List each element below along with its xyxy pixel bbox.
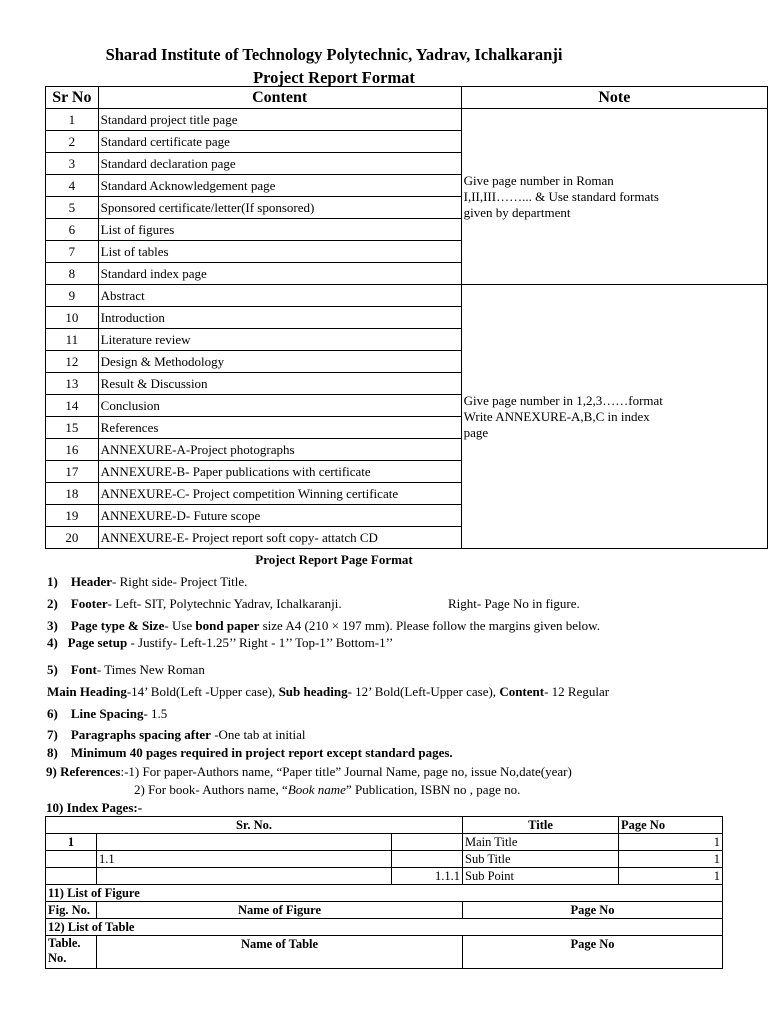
footer-right-text: Right- Page No in figure. — [448, 596, 580, 611]
sr-cell: 2 — [46, 131, 99, 153]
item-number: 4) — [47, 635, 58, 650]
content-cell: Conclusion — [98, 395, 461, 417]
sr-cell: 14 — [46, 395, 99, 417]
page-format-heading: Project Report Page Format — [255, 552, 413, 567]
institute-heading: Sharad Institute of Technology Polytechnic, Yadrav, Ichalkaranji — [105, 45, 563, 64]
item-label: Footer — [70, 596, 108, 611]
content-cell: Literature review — [98, 329, 461, 351]
sr-cell: 4 — [46, 175, 99, 197]
item-number: 7) — [47, 727, 58, 742]
sr-cell: 20 — [46, 527, 99, 549]
format-line-footer — [47, 596, 342, 612]
fig-name-header: Name of Figure — [97, 902, 463, 919]
item-number: 6) — [47, 706, 58, 721]
item-text: 2) For book- Authors name, “ — [134, 782, 288, 797]
contents-table — [45, 86, 768, 549]
content-cell: Standard project title page — [98, 109, 461, 131]
col-header-note: Note — [461, 87, 767, 109]
item-text: - 12 Regular — [544, 684, 610, 699]
item-label: 9) References — [46, 764, 121, 779]
item-text: - Right side- Project Title. — [112, 574, 248, 589]
item-italic-text: Book name — [287, 782, 346, 797]
item-text: size A4 (210 × 197 mm). Please follow the margins given below. — [259, 618, 600, 633]
list-of-table-heading: 12) List of Table — [46, 919, 723, 936]
content-cell: List of figures — [98, 219, 461, 241]
index-table — [45, 816, 723, 969]
content-cell: ANNEXURE-A-Project photographs — [98, 439, 461, 461]
format-line-font — [47, 662, 205, 678]
table-page-header: Page No — [463, 936, 723, 969]
format-line-page-type — [47, 618, 600, 634]
item-label: Sub heading — [278, 684, 348, 699]
format-line-paragraph — [47, 727, 306, 743]
item-number: 1) — [47, 574, 58, 589]
index-empty-cell — [392, 834, 463, 851]
index-col-sr: Sr. No. — [46, 817, 463, 834]
sr-cell: 19 — [46, 505, 99, 527]
item-text: - Times New Roman — [96, 662, 205, 677]
note-line: Give page number in Roman — [463, 172, 614, 188]
table-row — [46, 868, 723, 885]
index-empty-cell — [392, 851, 463, 868]
item-label: Main Heading — [47, 684, 127, 699]
table-row — [46, 851, 723, 868]
contents-header-row — [46, 87, 768, 109]
item-label: Paragraphs spacing after — [70, 727, 211, 742]
content-cell: ANNEXURE-B- Paper publications with certificate — [98, 461, 461, 483]
index-empty-cell — [97, 834, 392, 851]
sr-cell: 1 — [46, 109, 99, 131]
content-cell: Standard certificate page — [98, 131, 461, 153]
index-pages-heading: 10) Index Pages:- — [46, 800, 143, 815]
item-text: - Justify- Left-1.25’’ Right - 1’’ Top-1’’ Bottom-1’’ — [127, 635, 394, 650]
sr-cell: 18 — [46, 483, 99, 505]
content-cell: ANNEXURE-C- Project competition Winning certificate — [98, 483, 461, 505]
item-text: - 12’ Bold(Left-Upper case), — [347, 684, 500, 699]
table-no-header: Table. No. — [46, 936, 97, 969]
item-number: 8) — [47, 745, 58, 760]
sr-cell: 12 — [46, 351, 99, 373]
item-number: 3) — [47, 618, 58, 633]
content-cell: Abstract — [98, 285, 461, 307]
note-line: given by department — [463, 204, 571, 220]
sr-cell: 10 — [46, 307, 99, 329]
content-cell: References — [98, 417, 461, 439]
sr-cell: 6 — [46, 219, 99, 241]
sr-cell: 9 — [46, 285, 99, 307]
sr-cell: 13 — [46, 373, 99, 395]
note-line: Give page number in 1,2,3……format — [463, 392, 663, 408]
format-line-header — [47, 574, 247, 590]
item-label: Line Spacing — [70, 706, 144, 721]
table-row — [46, 919, 723, 936]
item-label: Font — [70, 662, 97, 677]
content-cell: ANNEXURE-E- Project report soft copy- attatch CD — [98, 527, 461, 549]
item-label: Page setup — [67, 635, 128, 650]
item-label: Content — [499, 684, 545, 699]
format-line-min-pages — [47, 745, 453, 761]
index-sr-cell: 1.1 — [97, 851, 392, 868]
index-col-title: Title — [463, 817, 619, 834]
index-title-cell: Sub Point — [463, 868, 619, 885]
index-empty-cell — [46, 868, 97, 885]
table-row — [46, 902, 723, 919]
content-cell: Design & Methodology — [98, 351, 461, 373]
sr-cell: 17 — [46, 461, 99, 483]
sr-cell: 11 — [46, 329, 99, 351]
table-row — [46, 109, 768, 131]
format-line-page-setup — [47, 635, 393, 651]
fig-page-header: Page No — [463, 902, 723, 919]
content-cell: Sponsored certificate/letter(If sponsored) — [98, 197, 461, 219]
item-text: - 1.5 — [143, 706, 168, 721]
index-header-row — [46, 817, 723, 834]
content-cell: Standard Acknowledgement page — [98, 175, 461, 197]
sr-cell: 16 — [46, 439, 99, 461]
index-empty-cell — [46, 851, 97, 868]
index-col-page: Page No — [619, 817, 723, 834]
content-cell: ANNEXURE-D- Future scope — [98, 505, 461, 527]
note-line: I,II,III……... & Use standard formats — [463, 188, 659, 204]
item-bold-text: bond paper — [195, 618, 260, 633]
document-title: Project Report Format — [253, 68, 415, 87]
index-page-cell: 1 — [619, 834, 723, 851]
note-line: page — [463, 424, 489, 440]
sr-cell: 8 — [46, 263, 99, 285]
note-cell-arabic — [461, 285, 767, 549]
note-line: Write ANNEXURE-A,B,C in index — [463, 408, 650, 424]
item-text: - Left- SIT, Polytechnic Yadrav, Ichalkaranji. — [107, 596, 342, 611]
item-number: 2) — [47, 596, 58, 611]
fig-no-header: Fig. No. — [46, 902, 97, 919]
item-text: ” Publication, ISBN no , page no. — [345, 782, 521, 797]
content-cell: Result & Discussion — [98, 373, 461, 395]
item-text: - Use — [164, 618, 196, 633]
index-title-cell: Sub Title — [463, 851, 619, 868]
content-cell: Standard declaration page — [98, 153, 461, 175]
table-row — [46, 885, 723, 902]
format-line-book-reference — [134, 782, 520, 798]
col-header-content: Content — [98, 87, 461, 109]
table-name-header: Name of Table — [97, 936, 463, 969]
content-cell: Standard index page — [98, 263, 461, 285]
index-sr-cell: 1.1.1 — [392, 868, 463, 885]
item-label: Header — [70, 574, 112, 589]
content-cell: Introduction — [98, 307, 461, 329]
item-label: Page type & Size — [70, 618, 165, 633]
sr-cell: 7 — [46, 241, 99, 263]
index-title-cell: Main Title — [463, 834, 619, 851]
index-empty-cell — [97, 868, 392, 885]
sr-cell: 15 — [46, 417, 99, 439]
format-line-references — [46, 764, 572, 780]
item-label: Minimum 40 pages required in project report except standard pages. — [70, 745, 453, 760]
index-page-cell: 1 — [619, 868, 723, 885]
note-cell-roman — [461, 109, 767, 285]
item-text: -14’ Bold(Left -Upper case), — [126, 684, 279, 699]
index-page-cell: 1 — [619, 851, 723, 868]
item-number: 5) — [47, 662, 58, 677]
item-text: -One tab at initial — [210, 727, 306, 742]
sr-cell: 5 — [46, 197, 99, 219]
index-sr-cell: 1 — [46, 834, 97, 851]
table-row — [46, 936, 723, 969]
list-of-figure-heading: 11) List of Figure — [46, 885, 723, 902]
table-row — [46, 834, 723, 851]
content-cell: List of tables — [98, 241, 461, 263]
col-header-sr: Sr No — [46, 87, 99, 109]
format-line-spacing — [47, 706, 167, 722]
format-line-headings — [47, 684, 609, 700]
table-row — [46, 285, 768, 307]
sr-cell: 3 — [46, 153, 99, 175]
item-text: :-1) For paper-Authors name, “Paper title” Journal Name, page no, issue No,date(year) — [120, 764, 572, 779]
